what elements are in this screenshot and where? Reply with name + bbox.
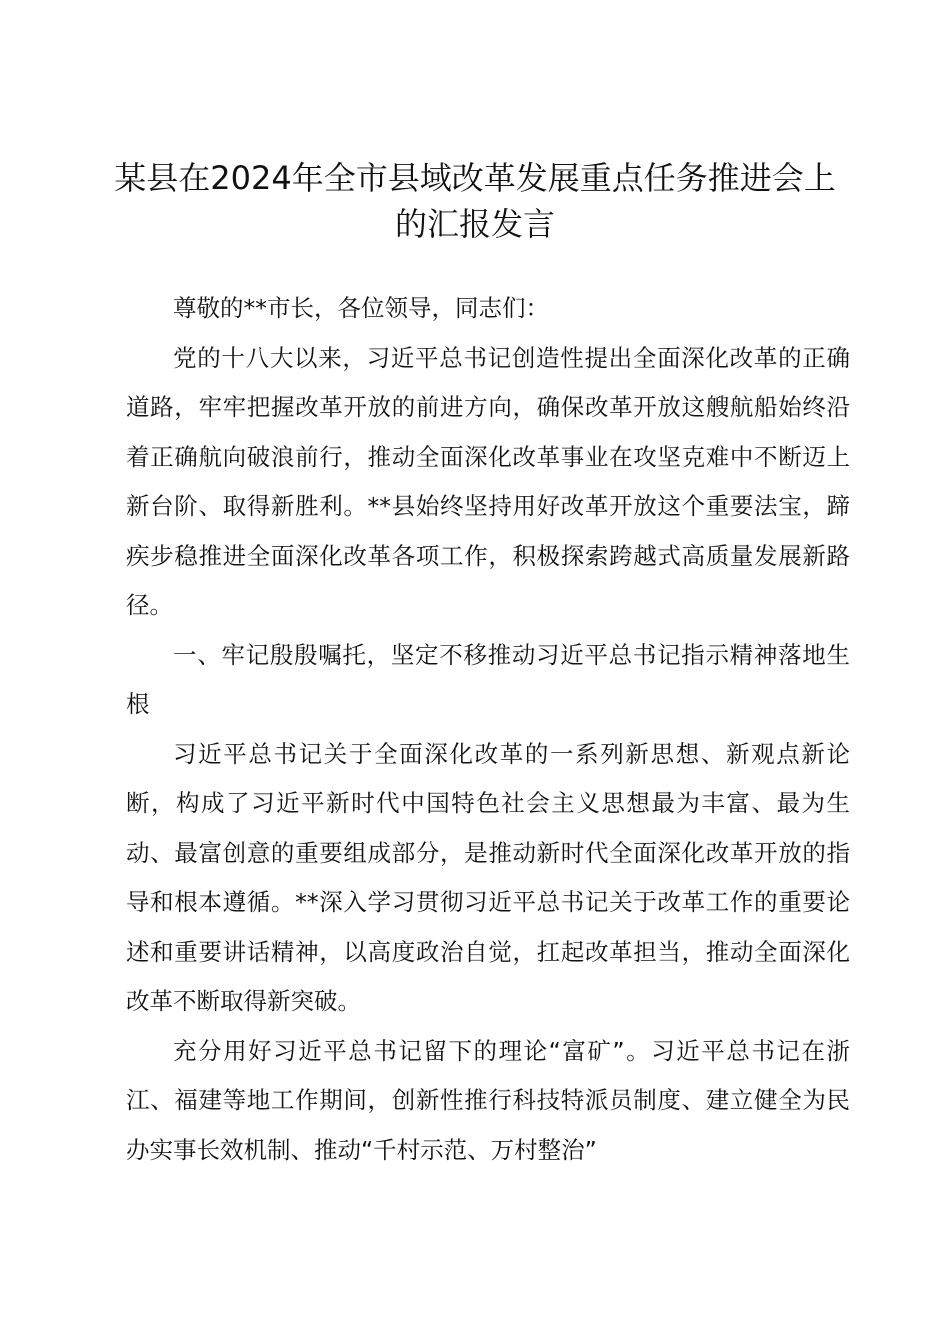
section-heading-1: 一、牢记殷殷嘱托，坚定不移推动习近平总书记指示精神落地生根 [126, 640, 850, 718]
intro-paragraph: 党的十八大以来，习近平总书记创造性提出全面深化改革的正确道路，牢牢把握改革开放的前进方向，确保改革开放这艘航船始终沿着正确航向破浪前行，推动全面深化改革事业在攻坚克难中不断迈上新台阶、取得新胜利。**县始终坚持用好改革开放这个重要法宝，蹄疾步稳推进全面深化改革各项工作，积极探索跨越式高质量发展新路径。 [126, 343, 850, 619]
body-paragraph: 习近平总书记关于全面深化改革的一系列新思想、新观点新论断，构成了习近平新时代中国特色社会主义思想最为丰富、最为生动、最富创意的重要组成部分，是推动新时代全面深化改革开放的指导和根本遵循。**深入学习贯彻习近平总书记关于改革工作的重要论述和重要讲话精神，以高度政治自觉，扛起改革担当，推动全面深化改革不断取得新突破。 [126, 739, 850, 1015]
document-title: 某县在2024年全市县域改革发展重点任务推进会上的汇报发言 [114, 159, 836, 243]
document-body [126, 284, 850, 1175]
body-paragraph: 充分用好习近平总书记留下的理论“富矿”。习近平总书记在浙江、福建等地工作期间，创新性推行科技特派员制度、建立健全为民办实事长效机制、推动“千村示范、万村整治” [126, 1036, 850, 1164]
salutation-paragraph: 尊敬的**市长，各位领导，同志们： [173, 294, 549, 322]
